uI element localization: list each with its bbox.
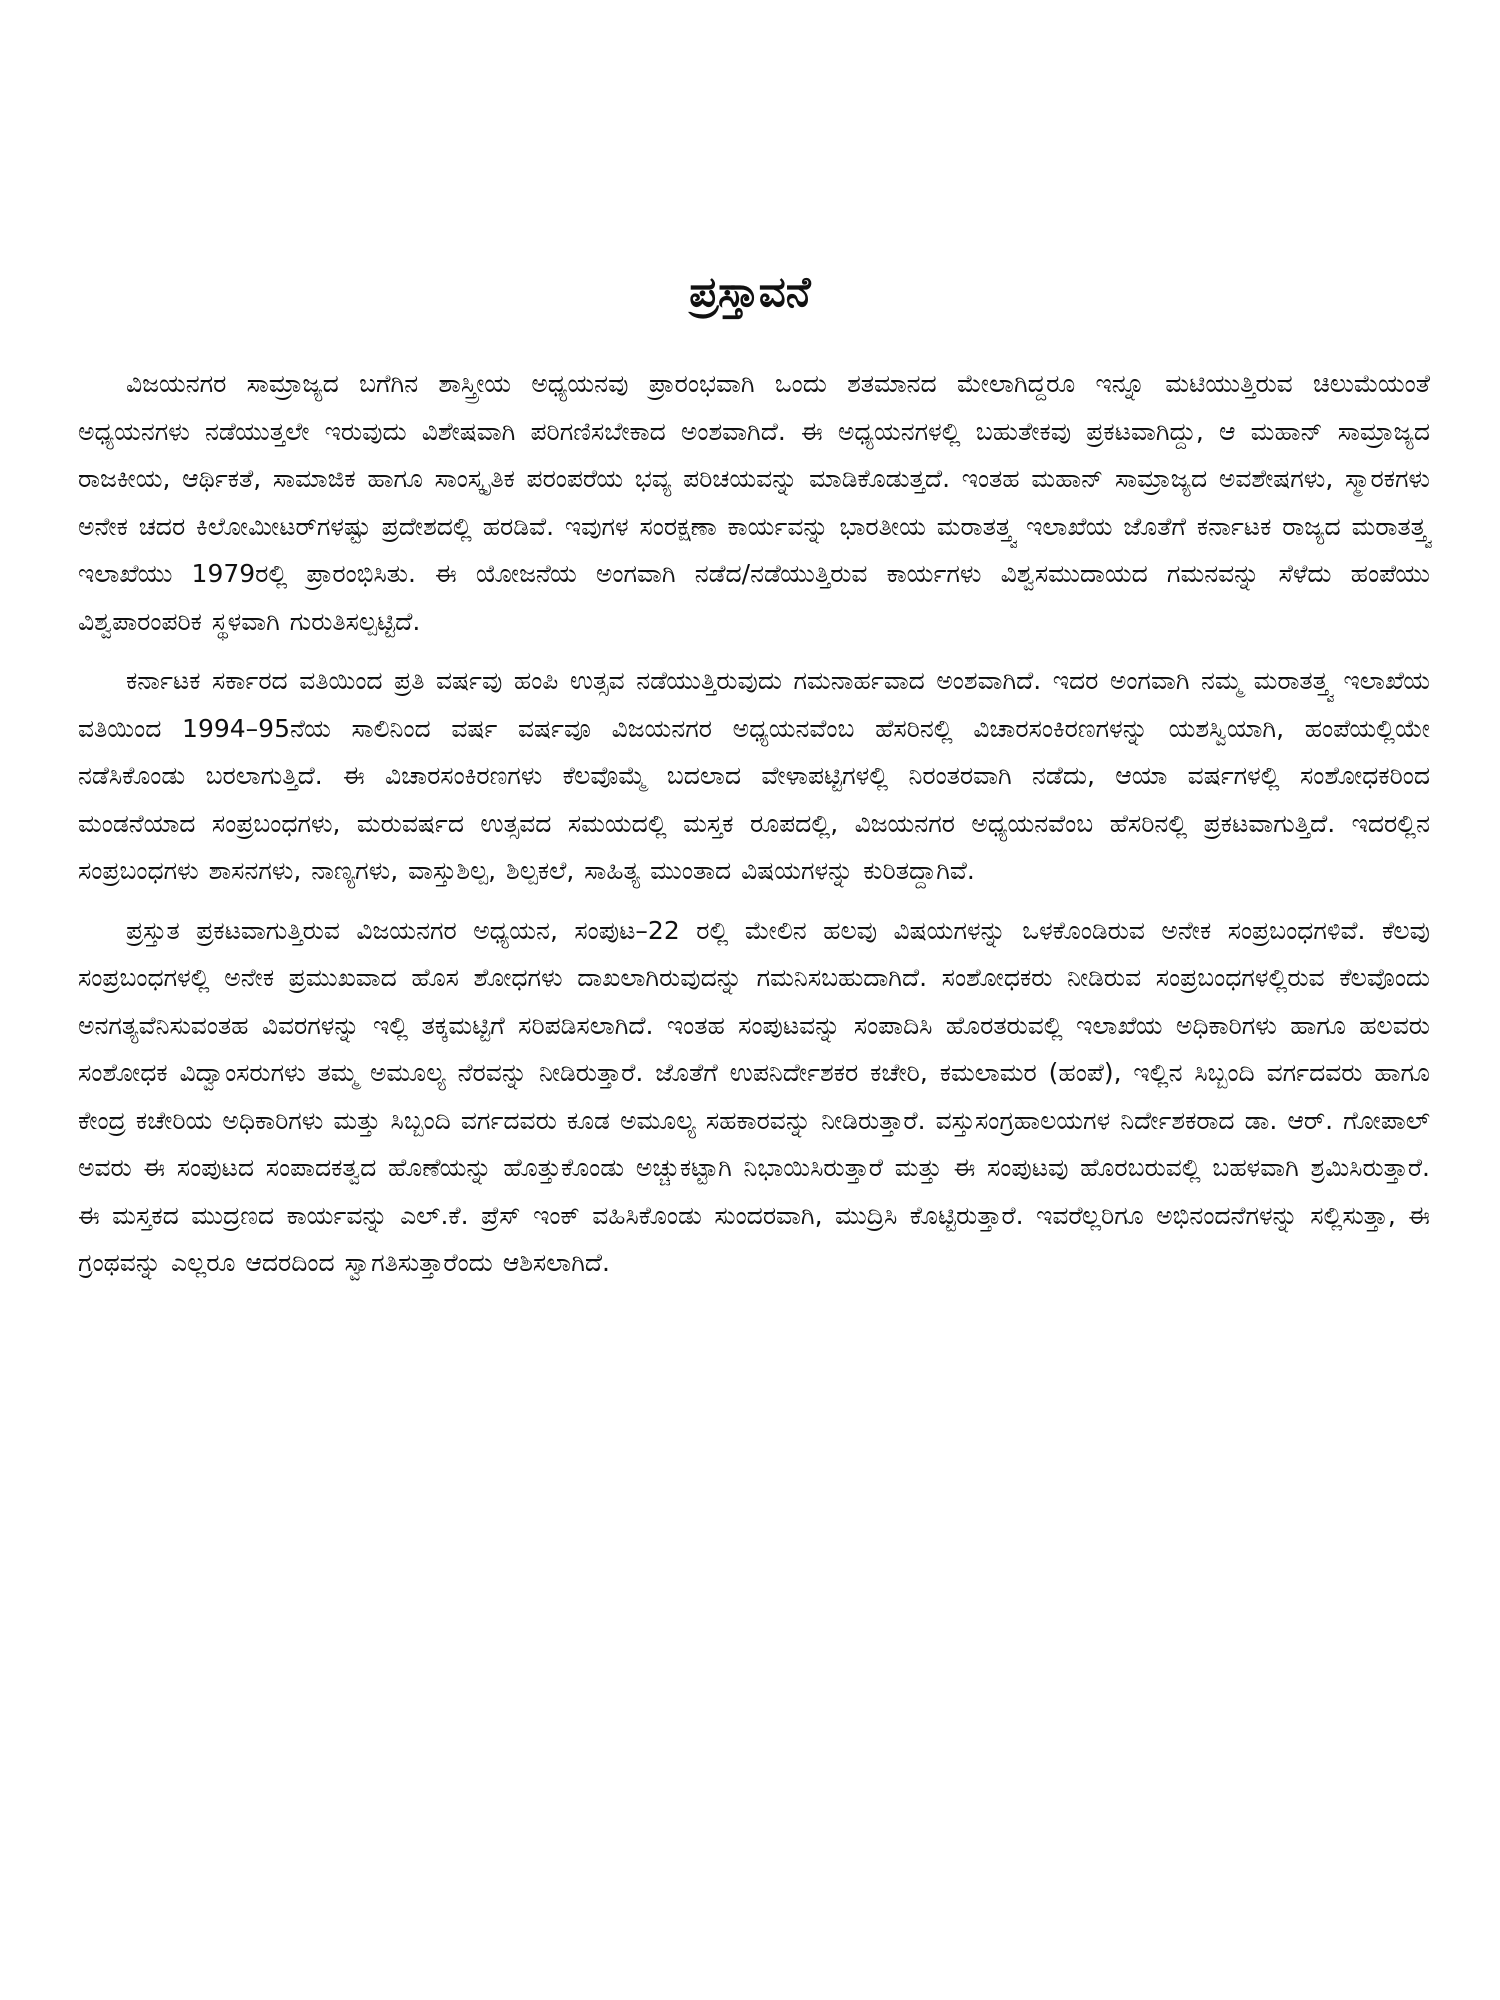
paragraph-1: ವಿಜಯನಗರ ಸಾಮ್ರಾಜ್ಯದ ಬಗೆಗಿನ ಶಾಸ್ತ್ರೀಯ ಅಧ್ಯಯನವು ಪ್ರಾರಂಭವಾಗಿ ಒಂದು ಶತಮಾನದ ಮೇಲಾಗಿದ್ದರೂ ಇನ್ನೂ ಮಟಿಯುತ್ತಿರುವ ಚಿಲುಮೆಯಂತೆ ಅಧ್ಯಯನಗಳು ನಡೆಯುತ್ತಲೇ ಇರುವುದು ವಿಶೇಷವಾಗಿ ಪರಿಗಣಿಸಬೇಕಾದ ಅಂಶವಾಗಿದೆ. ಈ ಅಧ್ಯಯನಗಳಲ್ಲಿ ಬಹುತೇಕವು ಪ್ರಕಟವಾಗಿದ್ದು, ಆ ಮಹಾನ್ ಸಾಮ್ರಾಜ್ಯದ ರಾಜಕೀಯ, ಆರ್ಥಿಕತೆ, ಸಾಮಾಜಿಕ ಹಾಗೂ ಸಾಂಸ್ಕೃತಿಕ ಪರಂಪರೆಯ ಭವ್ಯ ಪರಿಚಯವನ್ನು ಮಾಡಿಕೊಡುತ್ತದೆ. ಇಂತಹ ಮಹಾನ್ ಸಾಮ್ರಾಜ್ಯದ ಅವಶೇಷಗಳು, ಸ್ಮಾರಕಗಳು ಅನೇಕ ಚದರ ಕಿಲೋಮೀಟರ್‌ಗಳಷ್ಟು ಪ್ರದೇಶದಲ್ಲಿ ಹರಡಿವೆ. ಇವುಗಳ ಸಂರಕ್ಷಣಾ ಕಾರ್ಯವನ್ನು ಭಾರತೀಯ ಮರಾತತ್ತ್ವ ಇಲಾಖೆಯ ಜೊತೆಗೆ ಕರ್ನಾಟಕ ರಾಜ್ಯದ ಮರಾತತ್ತ್ವ ಇಲಾಖೆಯು 1979ರಲ್ಲಿ ಪ್ರಾರಂಭಿಸಿತು. ಈ ಯೋಜನೆಯ ಅಂಗವಾಗಿ ನಡೆದ/ನಡೆಯುತ್ತಿರುವ ಕಾರ್ಯಗಳು ವಿಶ್ವಸಮುದಾಯದ ಗಮನವನ್ನು ಸೆಳೆದು ಹಂಪೆಯು ವಿಶ್ವಪಾರಂಪರಿಕ ಸ್ಥಳವಾಗಿ ಗುರುತಿಸಲ್ಪಟ್ಟಿದೆ. — [78, 369, 1430, 636]
page-title: ಪ್ರಸ್ತಾವನೆ — [689, 267, 811, 316]
paragraph-3: ಪ್ರಸ್ತುತ ಪ್ರಕಟವಾಗುತ್ತಿರುವ ವಿಜಯನಗರ ಅಧ್ಯಯನ, ಸಂಪುಟ–22 ರಲ್ಲಿ ಮೇಲಿನ ಹಲವು ವಿಷಯಗಳನ್ನು ಒಳಕೊಂಡಿರುವ ಅನೇಕ ಸಂಪ್ರಬಂಧಗಳಿವೆ. ಕೆಲವು ಸಂಪ್ರಬಂಧಗಳಲ್ಲಿ ಅನೇಕ ಪ್ರಮುಖವಾದ ಹೊಸ ಶೋಧಗಳು ದಾಖಲಾಗಿರುವುದನ್ನು ಗಮನಿಸಬಹುದಾಗಿದೆ. ಸಂಶೋಧಕರು ನೀಡಿರುವ ಸಂಪ್ರಬಂಧಗಳಲ್ಲಿರುವ ಕೆಲವೊಂದು ಅನಗತ್ಯವೆನಿಸುವಂತಹ ವಿವರಗಳನ್ನು ಇಲ್ಲಿ ತಕ್ಕಮಟ್ಟಿಗೆ ಸರಿಪಡಿಸಲಾಗಿದೆ. ಇಂತಹ ಸಂಪುಟವನ್ನು ಸಂಪಾದಿಸಿ ಹೊರತರುವಲ್ಲಿ ಇಲಾಖೆಯ ಅಧಿಕಾರಿಗಳು ಹಾಗೂ ಹಲವರು ಸಂಶೋಧಕ ವಿದ್ವಾಂಸರುಗಳು ತಮ್ಮ ಅಮೂಲ್ಯ ನೆರವನ್ನು ನೀಡಿರುತ್ತಾರೆ. ಜೊತೆಗೆ ಉಪನಿರ್ದೇಶಕರ ಕಚೇರಿ, ಕಮಲಾಮರ (ಹಂಪೆ), ಇಲ್ಲಿನ ಸಿಬ್ಬಂದಿ ವರ್ಗದವರು ಹಾಗೂ ಕೇಂದ್ರ ಕಚೇರಿಯ ಅಧಿಕಾರಿಗಳು ಮತ್ತು ಸಿಬ್ಬಂದಿ ವರ್ಗದವರು ಕೂಡ ಅಮೂಲ್ಯ ಸಹಕಾರವನ್ನು ನೀಡಿರುತ್ತಾರೆ. ವಸ್ತುಸಂಗ್ರಹಾಲಯಗಳ ನಿರ್ದೇಶಕರಾದ ಡಾ. ಆರ್. ಗೋಪಾಲ್ ಅವರು ಈ ಸಂಪುಟದ ಸಂಪಾದಕತ್ವದ ಹೊಣೆಯನ್ನು ಹೊತ್ತುಕೊಂಡು ಅಚ್ಚುಕಟ್ಟಾಗಿ ನಿಭಾಯಿಸಿರುತ್ತಾರೆ ಮತ್ತು ಈ ಸಂಪುಟವು ಹೊರಬರುವಲ್ಲಿ ಬಹಳವಾಗಿ ಶ್ರಮಿಸಿರುತ್ತಾರೆ. ಈ ಮಸ್ತಕದ ಮುದ್ರಣದ ಕಾರ್ಯವನ್ನು ಎಲ್.ಕೆ. ಪ್ರೆಸ್ ಇಂಕ್ ವಹಿಸಿಕೊಂಡು ಸುಂದರವಾಗಿ, ಮುದ್ರಿಸಿ ಕೊಟ್ಟಿರುತ್ತಾರೆ. ಇವರೆಲ್ಲರಿಗೂ ಅಭಿನಂದನೆಗಳನ್ನು ಸಲ್ಲಿಸುತ್ತಾ, ಈ ಗ್ರಂಥವನ್ನು ಎಲ್ಲರೂ ಆದರದಿಂದ ಸ್ವಾಗತಿಸುತ್ತಾರೆಂದು ಆಶಿಸಲಾಗಿದೆ. — [78, 915, 1430, 1277]
body-text — [78, 360, 1430, 1299]
paragraph-2: ಕರ್ನಾಟಕ ಸರ್ಕಾರದ ವತಿಯಿಂದ ಪ್ರತಿ ವರ್ಷವು ಹಂಪಿ ಉತ್ಸವ ನಡೆಯುತ್ತಿರುವುದು ಗಮನಾರ್ಹವಾದ ಅಂಶವಾಗಿದೆ. ಇದರ ಅಂಗವಾಗಿ ನಮ್ಮ ಮರಾತತ್ತ್ವ ಇಲಾಖೆಯ ವತಿಯಿಂದ 1994–95ನೆಯ ಸಾಲಿನಿಂದ ವರ್ಷ ವರ್ಷವೂ ವಿಜಯನಗರ ಅಧ್ಯಯನವೆಂಬ ಹೆಸರಿನಲ್ಲಿ ವಿಚಾರಸಂಕಿರಣಗಳನ್ನು ಯಶಸ್ವಿಯಾಗಿ, ಹಂಪೆಯಲ್ಲಿಯೇ ನಡೆಸಿಕೊಂಡು ಬರಲಾಗುತ್ತಿದೆ. ಈ ವಿಚಾರಸಂಕಿರಣಗಳು ಕೆಲವೊಮ್ಮೆ ಬದಲಾದ ವೇಳಾಪಟ್ಟಿಗಳಲ್ಲಿ ನಿರಂತರವಾಗಿ ನಡೆದು, ಆಯಾ ವರ್ಷಗಳಲ್ಲಿ ಸಂಶೋಧಕರಿಂದ ಮಂಡನೆಯಾದ ಸಂಪ್ರಬಂಧಗಳು, ಮರುವರ್ಷದ ಉತ್ಸವದ ಸಮಯದಲ್ಲಿ ಮಸ್ತಕ ರೂಪದಲ್ಲಿ, ವಿಜಯನಗರ ಅಧ್ಯಯನವೆಂಬ ಹೆಸರಿನಲ್ಲಿ ಪ್ರಕಟವಾಗುತ್ತಿದೆ. ಇದರಲ್ಲಿನ ಸಂಪ್ರಬಂಧಗಳು ಶಾಸನಗಳು, ನಾಣ್ಯಗಳು, ವಾಸ್ತುಶಿಲ್ಪ, ಶಿಲ್ಪಕಲೆ, ಸಾಹಿತ್ಯ ಮುಂತಾದ ವಿಷಯಗಳನ್ನು ಕುರಿತದ್ದಾಗಿವೆ. — [78, 666, 1430, 885]
